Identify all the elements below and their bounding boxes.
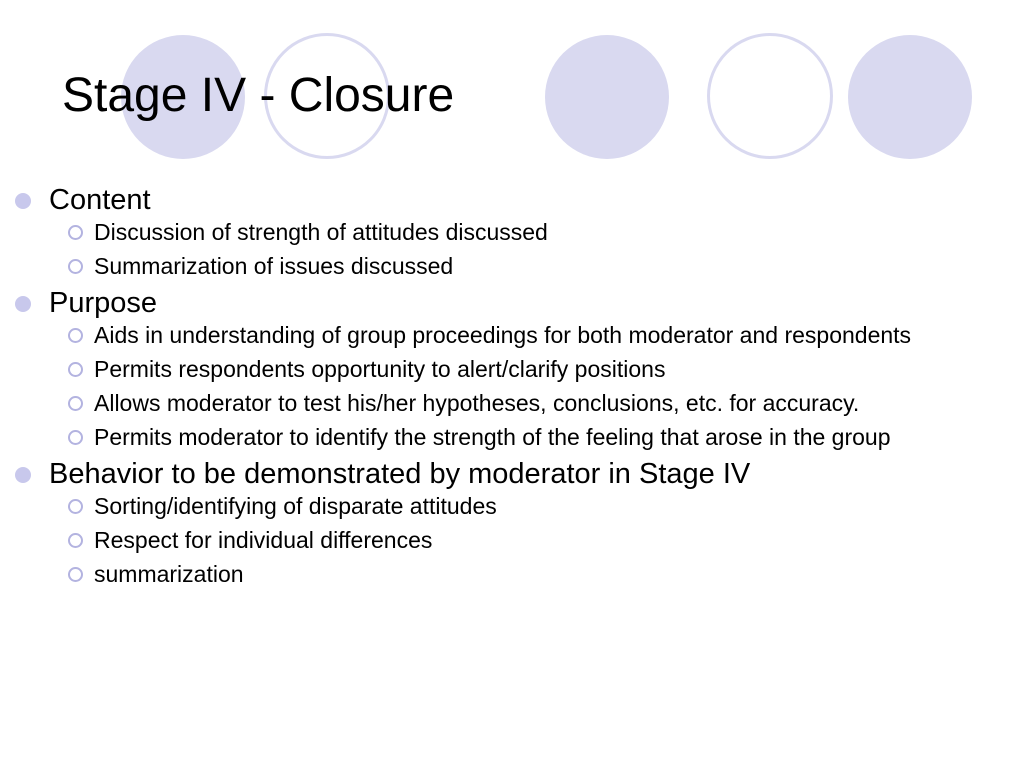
bullet-text: Behavior to be demonstrated by moderator in Stage IV bbox=[49, 458, 751, 490]
hollow-circle-bullet-icon bbox=[68, 533, 83, 548]
hollow-circle-bullet-icon bbox=[68, 362, 83, 377]
slide-title: Stage IV - Closure bbox=[62, 69, 455, 122]
hollow-circle-bullet-icon bbox=[68, 430, 83, 445]
sub-bullet bbox=[14, 253, 1004, 280]
bullet-text: Content bbox=[49, 184, 151, 216]
bullet-content bbox=[14, 181, 1004, 219]
sub-bullet-text: Respect for individual differences bbox=[94, 527, 433, 553]
decorative-circle-outline bbox=[707, 33, 833, 159]
sub-bullet bbox=[14, 322, 1004, 349]
hollow-circle-bullet-icon bbox=[68, 499, 83, 514]
sub-bullet-text: Summarization of issues discussed bbox=[94, 253, 454, 279]
sub-bullet-text: Discussion of strength of attitudes discussed bbox=[94, 219, 548, 245]
sub-bullet-text: Sorting/identifying of disparate attitudes bbox=[94, 493, 497, 519]
bullet-purpose bbox=[14, 284, 1004, 322]
sub-bullet bbox=[14, 390, 1004, 417]
hollow-circle-bullet-icon bbox=[68, 225, 83, 240]
sub-bullet-text: Allows moderator to test his/her hypotheses, conclusions, etc. for accuracy. bbox=[94, 390, 860, 416]
slide-body bbox=[14, 181, 1004, 588]
sub-bullet-text: Aids in understanding of group proceedings for both moderator and respondents bbox=[94, 322, 912, 348]
sub-bullet bbox=[14, 493, 1004, 520]
decorative-circle-filled bbox=[545, 35, 669, 159]
sub-bullet bbox=[14, 424, 1004, 451]
filled-circle-bullet-icon bbox=[15, 193, 31, 209]
hollow-circle-bullet-icon bbox=[68, 396, 83, 411]
decorative-circle-filled bbox=[848, 35, 972, 159]
hollow-circle-bullet-icon bbox=[68, 567, 83, 582]
sub-bullet bbox=[14, 527, 1004, 554]
sub-bullet bbox=[14, 561, 1004, 588]
bullet-behavior bbox=[14, 455, 1004, 493]
filled-circle-bullet-icon bbox=[15, 296, 31, 312]
sub-bullet-text: Permits moderator to identify the strength of the feeling that arose in the group bbox=[94, 424, 891, 450]
sub-bullet bbox=[14, 356, 1004, 383]
sub-bullet-text: summarization bbox=[94, 561, 244, 587]
hollow-circle-bullet-icon bbox=[68, 259, 83, 274]
hollow-circle-bullet-icon bbox=[68, 328, 83, 343]
filled-circle-bullet-icon bbox=[15, 467, 31, 483]
sub-bullet bbox=[14, 219, 1004, 246]
sub-bullet-text: Permits respondents opportunity to alert/clarify positions bbox=[94, 356, 666, 382]
bullet-text: Purpose bbox=[49, 287, 158, 319]
